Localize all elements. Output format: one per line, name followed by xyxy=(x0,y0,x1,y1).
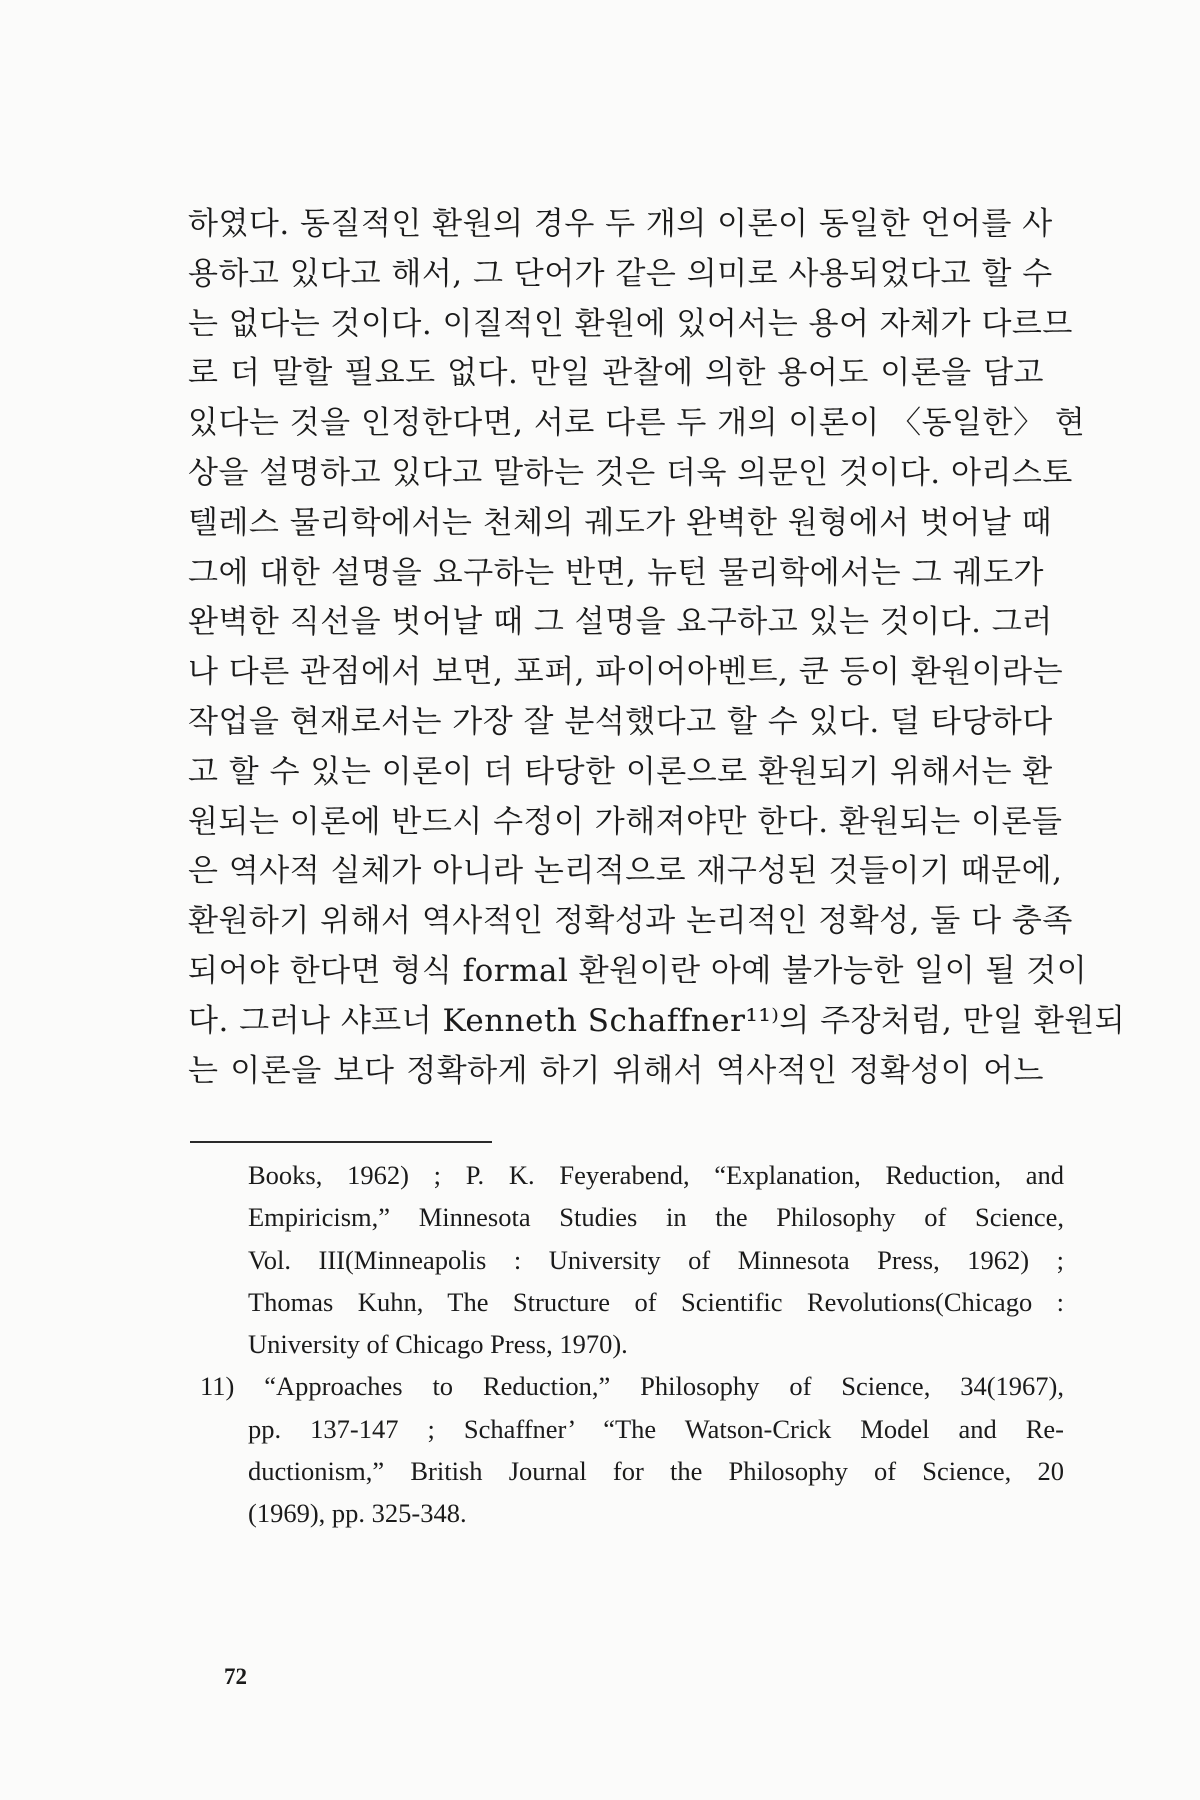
footnotes xyxy=(180,1154,1064,1535)
footnote-line: Vol. III(Minneapolis : University of Minnesota Press, 1962) ; xyxy=(248,1244,1064,1275)
text-line: 는 이론을 보다 정확하게 하기 위해서 역사적인 정확성이 어느 xyxy=(188,1052,1044,1089)
text-line: 그에 대한 설명을 요구하는 반면, 뉴턴 물리학에서는 그 궤도가 xyxy=(188,554,1044,591)
text-line: 상을 설명하고 있다고 말하는 것은 더욱 의문인 것이다. 아리스토 xyxy=(188,454,1073,491)
footnote-line: 11) “Approaches to Reduction,” Philosophy of Science, 34(1967), xyxy=(200,1371,1064,1402)
text-line: 텔레스 물리학에서는 천체의 궤도가 완벽한 원형에서 벗어날 때 xyxy=(188,504,1053,541)
text-line: 되어야 한다면 형식 formal 환원이란 아예 불가능한 일이 될 것이 xyxy=(188,952,1088,989)
text-line: 완벽한 직선을 벗어날 때 그 설명을 요구하고 있는 것이다. 그러 xyxy=(188,604,1053,641)
footnote-line: (1969), pp. 325-348. xyxy=(248,1498,467,1529)
text-line: 나 다른 관점에서 보면, 포퍼, 파이어아벤트, 쿤 등이 환원이라는 xyxy=(188,654,1064,691)
text-line: 환원하기 위해서 역사적인 정확성과 논리적인 정확성, 둘 다 충족 xyxy=(188,903,1073,940)
footnote-divider xyxy=(190,1141,492,1143)
text-line: 원되는 이론에 반드시 수정이 가해져야만 한다. 환원되는 이론들 xyxy=(188,803,1063,840)
text-line: 있다는 것을 인정한다면, 서로 다른 두 개의 이론이 〈동일한〉 현 xyxy=(188,405,1086,442)
text-line: 용하고 있다고 해서, 그 단어가 같은 의미로 사용되었다고 할 수 xyxy=(188,255,1053,292)
footnote-line: Empiricism,” Minnesota Studies in the Philosophy of Science, xyxy=(248,1202,1064,1233)
text-line: 하였다. 동질적인 환원의 경우 두 개의 이론이 동일한 언어를 사 xyxy=(188,206,1053,242)
text-line: 로 더 말할 필요도 없다. 만일 관찰에 의한 용어도 이론을 담고 xyxy=(188,355,1044,392)
main-text xyxy=(188,200,1126,1096)
footnote-line: University of Chicago Press, 1970). xyxy=(248,1329,628,1360)
page-number: 72 xyxy=(224,1664,247,1689)
text-line: 는 없다는 것이다. 이질적인 환원에 있어서는 용어 자체가 다르므 xyxy=(188,305,1073,342)
text-line: 작업을 현재로서는 가장 잘 분석했다고 할 수 있다. 덜 타당하다 xyxy=(188,703,1053,740)
text-line: 고 할 수 있는 이론이 더 타당한 이론으로 환원되기 위해서는 환 xyxy=(188,753,1053,790)
footnote-line: pp. 137-147 ; Schaffner’ “The Watson-Crick Model and Re- xyxy=(248,1413,1064,1444)
text-line: 은 역사적 실체가 아니라 논리적으로 재구성된 것들이기 때문에, xyxy=(188,853,1063,890)
footnote-line: ductionism,” British Journal for the Philosophy of Science, 20 xyxy=(248,1456,1064,1487)
text-line: 다. 그러나 샤프너 Kenneth Schaffner¹¹⁾의 주장처럼, 만일 환원되 xyxy=(188,1002,1126,1039)
footnote-line: Books, 1962) ; P. K. Feyerabend, “Explanation, Reduction, and xyxy=(248,1160,1064,1190)
footnote-line: Thomas Kuhn, The Structure of Scientific Revolutions(Chicago : xyxy=(248,1286,1064,1317)
